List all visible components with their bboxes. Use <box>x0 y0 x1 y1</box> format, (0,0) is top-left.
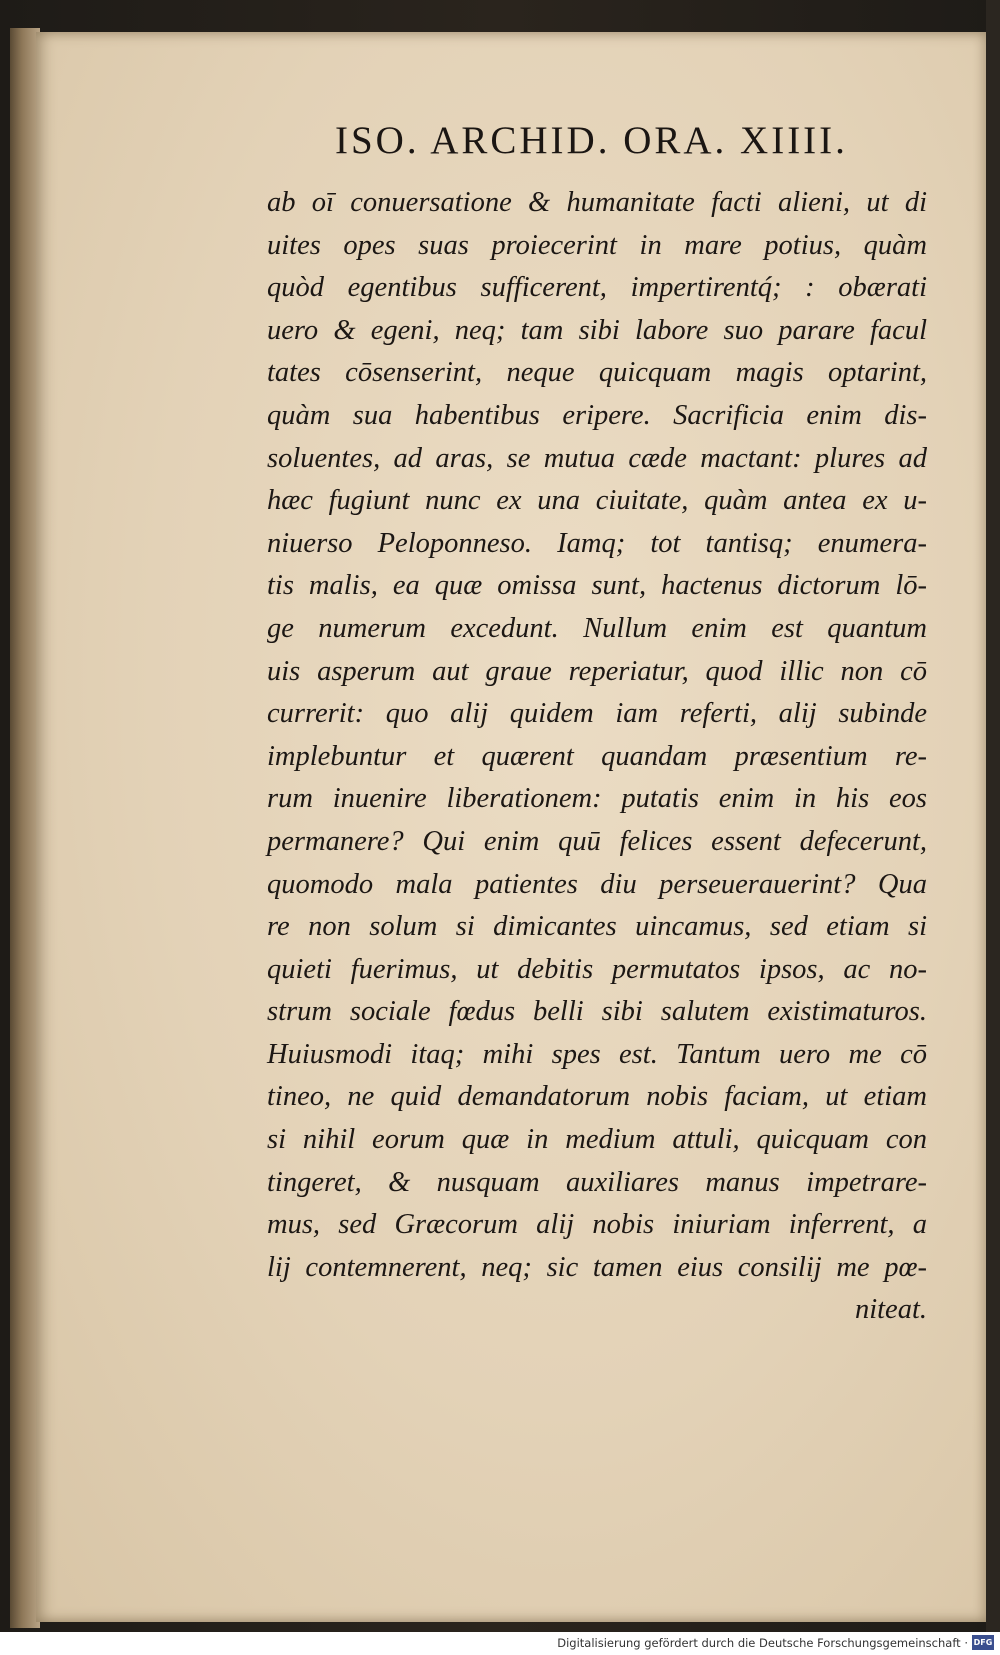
dfg-logo-icon: DFG <box>972 1635 994 1650</box>
text-line: quòd egentibus sufficerent, impertirentq́; : obærati <box>267 272 927 304</box>
text-line: ge numerum excedunt. Nullum enim est quantum <box>267 612 927 644</box>
text-line: tingeret, & nusquam auxiliares manus impetrare- <box>267 1166 927 1198</box>
funding-credit: Digitalisierung gefördert durch die Deutsche Forschungsgemeinschaft · <box>557 1636 968 1650</box>
text-line: Huiusmodi itaq; mihi spes est. Tantum uero me cō <box>267 1038 927 1070</box>
text-line: si nihil eorum quæ in medium attuli, quicquam con <box>267 1124 927 1156</box>
text-line: currerit: quo alij quidem iam referti, alij subinde <box>267 698 927 730</box>
text-line: implebuntur et quærent quandam præsentium re- <box>267 740 927 772</box>
text-line: uites opes suas proiecerint in mare potius, quàm <box>267 229 927 261</box>
text-line: uero & egeni, neq; tam sibi labore suo parare facul <box>267 314 927 346</box>
text-line: quomodo mala patientes diu perseuerauerint? Qua <box>267 868 927 900</box>
text-line: tates cōsenserint, neque quicquam magis optarint, <box>267 357 927 389</box>
text-line: strum sociale fœdus belli sibi salutem existimaturos. <box>267 996 927 1028</box>
text-line: tis malis, ea quæ omissa sunt, hactenus dictorum lō- <box>267 570 927 602</box>
body-text <box>267 182 927 1332</box>
text-line: rum inuenire liberationem: putatis enim in his eos <box>267 783 927 815</box>
text-line: soluentes, ad aras, se mutua cæde mactant: plures ad <box>267 442 927 474</box>
scan-right-edge <box>986 0 1000 1632</box>
text-line: niuerso Peloponneso. Iamq; tot tantisq; enumera- <box>267 527 927 559</box>
text-line: permanere? Qui enim quū felices essent defecerunt, <box>267 825 927 857</box>
text-line: lij contemnerent, neq; sic tamen eius consilij me pœ- <box>267 1251 927 1283</box>
text-line: ab oī conuersatione & humanitate facti alieni, ut di <box>267 187 927 218</box>
footer-bar <box>0 1632 1000 1655</box>
text-line: uis asperum aut graue reperiatur, quod illic non cō <box>267 655 927 687</box>
text-line: tineo, ne quid demandatorum nobis faciam, ut etiam <box>267 1081 927 1113</box>
text-line: re non solum si dimicantes uincamus, sed etiam si <box>267 911 927 943</box>
text-line: hæc fugiunt nunc ex una ciuitate, quàm antea ex u- <box>267 485 927 517</box>
running-head: ISO. ARCHID. ORA. XIIII. <box>335 119 848 162</box>
text-line: quàm sua habentibus eripere. Sacrificia enim dis- <box>267 399 927 431</box>
text-line: quieti fuerimus, ut debitis permutatos ipsos, ac no- <box>267 953 927 985</box>
text-line: mus, sed Græcorum alij nobis iniuriam inferrent, a <box>267 1209 927 1241</box>
text-line-last: niteat. <box>854 1294 927 1326</box>
